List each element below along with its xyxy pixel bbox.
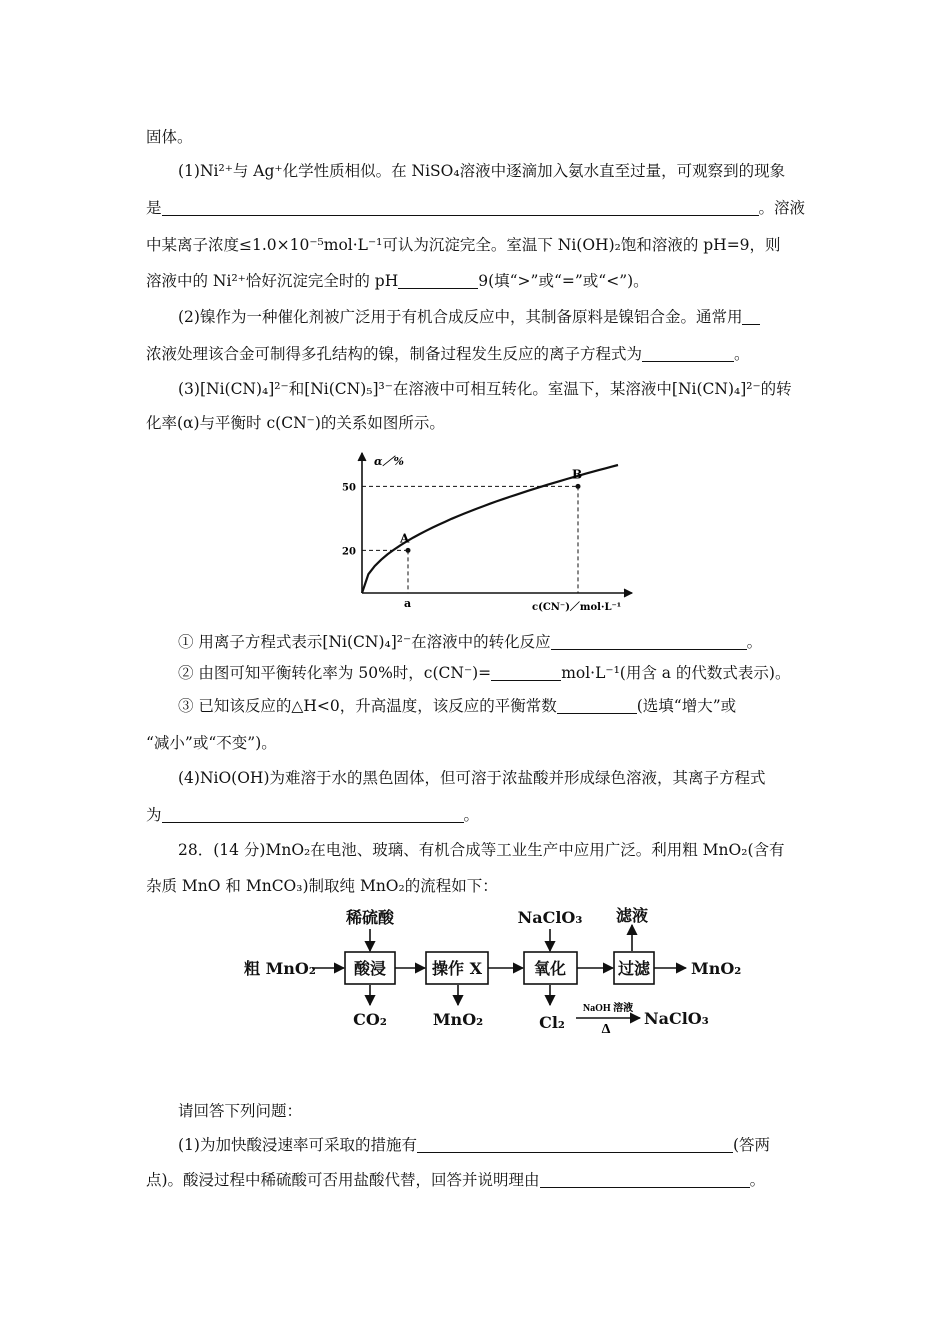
text: 。 — [463, 806, 480, 824]
text: 。 — [749, 1171, 766, 1189]
text-line: (1)Ni²⁺与 Ag⁺化学性质相似。在 NiSO₄溶液中逐滴加入氨水直至过量，可观察到的现象 — [178, 162, 786, 180]
text-line — [178, 663, 790, 683]
y-tick-label: 20 — [342, 546, 356, 558]
text-line — [178, 1135, 770, 1155]
text: 9(填“>”或“=”或“<”)。 — [478, 272, 649, 290]
flow-box-label: 过滤 — [617, 959, 651, 978]
text: mol·L⁻¹(用含 a 的代数式表示)。 — [561, 664, 791, 682]
answer-blank[interactable] — [162, 199, 759, 216]
text: 溶液中的 Ni²⁺恰好沉淀完全时的 pH — [146, 272, 399, 290]
flow-box-label: 氧化 — [533, 959, 567, 978]
text: (选填“增大”或 — [636, 697, 737, 715]
flow-end: MnO₂ — [691, 959, 742, 978]
text: ③ 已知该反应的△H<0，升高温度，该反应的平衡常数 — [178, 697, 557, 715]
text: (1)为加快酸浸速率可采取的措施有 — [178, 1136, 417, 1154]
answer-blank[interactable] — [398, 272, 478, 289]
text-line — [178, 696, 736, 716]
text-line — [146, 344, 750, 364]
answer-blank[interactable] — [491, 664, 561, 681]
text-line — [146, 198, 805, 218]
conversion-chart — [340, 445, 640, 615]
text: (答两 — [732, 1136, 771, 1154]
flow-output: MnO₂ — [432, 1010, 484, 1029]
y-axis-arrow — [358, 453, 366, 461]
text: 。 — [734, 345, 750, 363]
flow-output: 滤液 — [615, 906, 649, 925]
flow-output: Cl₂ — [539, 1013, 565, 1032]
text-line: (4)NiO(OH)为难溶于水的黑色固体，但可溶于浓盐酸并形成绿色溶液，其离子方程式 — [178, 769, 766, 787]
text-line: 28．(14 分)MnO₂在电池、玻璃、有机合成等工业生产中应用广泛。利用粗 MnO₂(含有 — [178, 841, 785, 859]
point-label: A — [400, 531, 410, 546]
flow-product: NaClO₃ — [644, 1009, 709, 1028]
data-point — [576, 484, 581, 489]
answer-blank[interactable] — [162, 806, 464, 823]
flow-condition-bottom: Δ — [601, 1022, 611, 1035]
text-line: (3)[Ni(CN)₄]²⁻和[Ni(CN)₅]³⁻在溶液中可相互转化。室温下，某溶液中[Ni(CN)₄]²⁻的转 — [178, 380, 792, 398]
text: 。 — [746, 633, 763, 651]
text: ② 由图可知平衡转化率为 50%时，c(CN⁻)= — [178, 664, 492, 682]
text-line — [146, 271, 649, 291]
flow-input: 稀硫酸 — [345, 908, 395, 927]
answer-blank[interactable] — [540, 1171, 750, 1188]
x-axis-label: c(CN⁻)／mol·L⁻¹ — [532, 602, 622, 613]
text-line: 中某离子浓度≤1.0×10⁻⁵mol·L⁻¹可认为沉淀完全。室温下 Ni(OH)₂饱和溶液的 pH=9，则 — [146, 236, 781, 254]
text: 。溶液 — [758, 199, 806, 217]
text-line: 化率(α)与平衡时 c(CN⁻)的关系如图所示。 — [146, 414, 445, 432]
y-tick-label: 50 — [342, 482, 356, 494]
point-label: B — [572, 467, 583, 482]
flow-condition-top: NaOH 溶液 — [582, 1003, 634, 1014]
process-flow-diagram — [240, 905, 760, 1035]
text-line: “减小”或“不变”)。 — [146, 734, 277, 752]
text-line — [178, 307, 760, 327]
text-line — [178, 632, 762, 652]
text-line: 杂质 MnO 和 MnCO₃)制取纯 MnO₂的流程如下： — [146, 877, 498, 895]
x-axis-arrow — [624, 589, 632, 597]
flow-box-label: 酸浸 — [353, 959, 387, 978]
text-line — [146, 1170, 765, 1190]
text: 为 — [146, 806, 162, 824]
answer-blank[interactable] — [557, 697, 637, 714]
flow-input: NaClO₃ — [517, 908, 583, 927]
flow-start: 粗 MnO₂ — [244, 959, 316, 978]
answer-blank[interactable] — [551, 633, 747, 650]
answer-blank[interactable] — [417, 1136, 733, 1153]
text-line: 固体。 — [146, 128, 193, 146]
answer-blank[interactable] — [742, 308, 760, 325]
x-tick-label: a — [404, 597, 412, 610]
text: ① 用离子方程式表示[Ni(CN)₄]²⁻在溶液中的转化反应 — [178, 633, 551, 651]
flow-box-label: 操作 X — [432, 959, 482, 978]
y-axis-label: α／% — [374, 455, 404, 468]
text: 浓液处理该合金可制得多孔结构的镍，制备过程发生反应的离子方程式为 — [146, 345, 643, 363]
answer-blank[interactable] — [642, 345, 734, 362]
flow-output: CO₂ — [353, 1010, 387, 1029]
text: 点)。酸浸过程中稀硫酸可否用盐酸代替，回答并说明理由 — [146, 1171, 540, 1189]
text: 是 — [146, 199, 162, 217]
text: (2)镍作为一种催化剂被广泛用于有机合成反应中，其制备原料是镍铝合金。通常用 — [178, 308, 743, 326]
text-line — [146, 805, 479, 825]
series-line — [362, 465, 618, 593]
text-line: 请回答下列问题： — [178, 1102, 303, 1120]
data-point — [406, 548, 411, 553]
